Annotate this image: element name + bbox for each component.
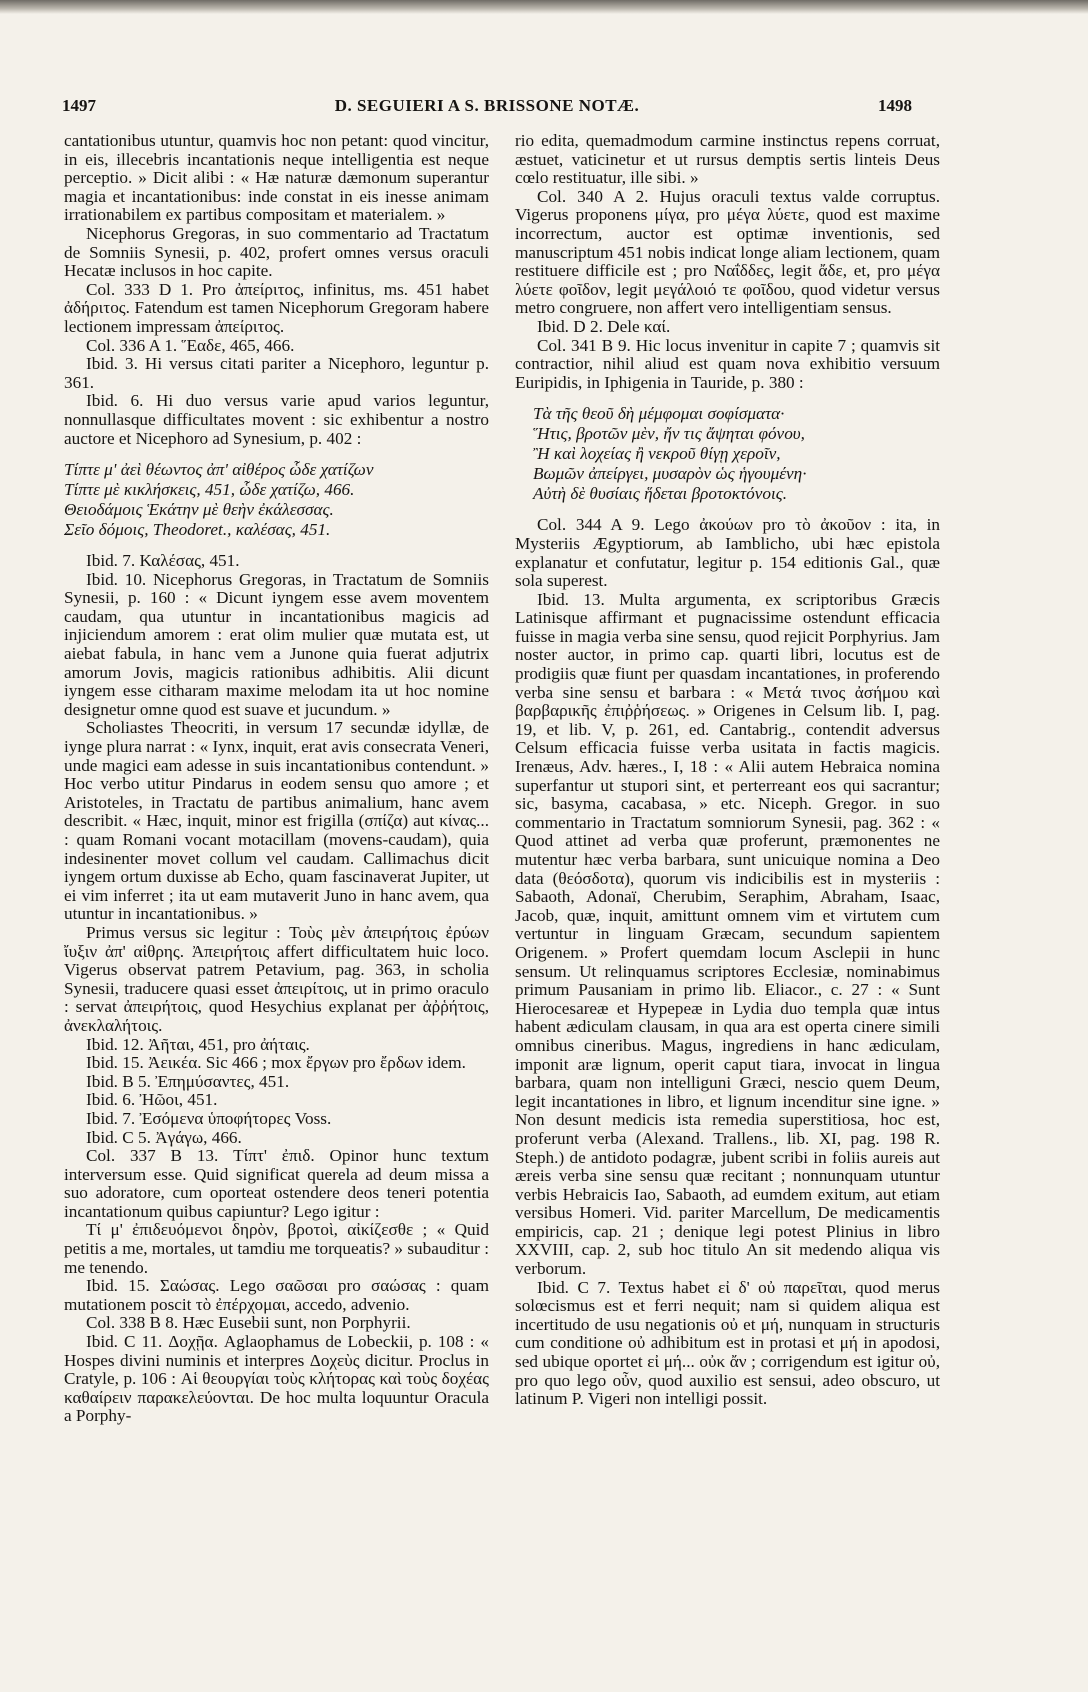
paragraph: Col. 340 A 2. Hujus oraculi textus valde corruptus. Vigerus proponens μίγα, pro μέγα λύετε, quod est maxime incorrectum, auctor est optimæ inventionis, sed manuscriptum 451 nobis indicat longe aliam lectionem, quam restituere difficile est ; pro Ναΐδδες, legit ἄδε, et, pro μέγα λύετε φοῖδον, legit μεγάλοιό τε φοῖδου, quod videtur versus metro congruere, non affert vero intelligentiam sensus. xyxy=(515,186,940,318)
verse-line: Τίπτε μὲ κικλήσκεις, 451, ὧδε χατίζω, 466. xyxy=(64,480,355,500)
paragraph: Ibid. 7. Ἐσόμενα ὑποφήτορες Voss. xyxy=(86,1108,332,1128)
paragraph: Ibid. 7. Καλέσας, 451. xyxy=(86,551,240,571)
paragraph: Nicephorus Gregoras, in suo commentario ad Tractatum de Somniis Synesii, p. 402, profert omnes versus oraculi Hecatæ inclusos in hoc capite. xyxy=(64,223,489,281)
verse-line: Τὰ τῆς θεοῦ δὴ μέμφομαι σοφίσματα· xyxy=(533,404,785,424)
verse-line: Τίπτε μ' ἀεὶ θέωντος ἀπ' αἰθέρος ὧδε χατίζων xyxy=(64,460,374,480)
scan-top-edge xyxy=(0,0,1088,14)
left-verse-block xyxy=(64,460,489,540)
paragraph: Ibid. B 5. Ἐπημύσαντες, 451. xyxy=(86,1071,290,1091)
paragraph: Col. 336 A 1. Ἕαδε, 465, 466. xyxy=(86,335,295,355)
paragraph: Ibid. 3. Hi versus citati pariter a Nicephoro, leguntur p. 361. xyxy=(64,354,489,392)
paragraph: Ibid. C 7. Textus habet εἰ δ' οὐ παρεῖται, quod merus solœcismus est et ferri nequit; nam si quidem aliqua est incertitudo de usu negationis οὐ et μή, nunquam in structuris cum conditione οὐ adhibitum est in protasi et μή in apodosi, sed ubique oportet εἰ μή... οὐκ ἄν ; corrigendum est igitur οὐ, pro quo lego οὖν, quod auxilio est sensui, adeo obscuro, ut latinum P. Vigeri non intelligi possit. xyxy=(515,1277,940,1409)
paragraph: Τί μ' ἐπιδευόμενοι δηρὸν, βροτοὶ, αἰκίζεσθε ; « Quid petitis a me, mortales, ut tamdiu me torqueatis? » subauditur : me tenendo. xyxy=(64,1220,489,1277)
running-title: D. SEGUIERI A S. BRISSONE NOTÆ. xyxy=(334,96,640,115)
paragraph: Ibid. D 2. Dele καί. xyxy=(537,316,671,336)
paragraph: Col. 338 B 8. Hæc Eusebii sunt, non Porphyrii. xyxy=(86,1313,411,1333)
page-header xyxy=(62,96,912,124)
verse-line: Βωμῶν ἀπείργει, μυσαρὸν ὡς ἡγουμένη· xyxy=(533,464,807,484)
paragraph: Ibid. 13. Multa argumenta, ex scriptoribus Græcis Latinisque affirmant et pugnacissime ostendunt efficacia fuisse in magia verba sine sensu, quod rejicit Porphyrius. Jam noster auctor, in primo cap. quarti libri, locutus est de prodigiis quæ fiunt per quasdam incantationes, in proferendo verba sine sensu et barbara : « Μετά τινος ἀσήμου καὶ βαρβαρικῆς ἐπιῤῥήσεως. » Origenes in Celsum lib. I, pag. 19, et lib. V, p. 261, ed. Cantabrig., contendit adversus Celsum efficacia fuisse verba usitata in factis magicis. Irenæus, Adv. hæres., I, 18 : « Alii autem Hebraica nomina superfantur ut stupori sint, et perterreant eos qui sacrantur; sic, basyma, cacabasa, » etc. Niceph. Gregor. in suo commentario in Tractatum somniorum Synesii, pag. 362 : « Quod attinet ad verba quæ proferunt, præmonentes ne mutentur hæc verba barbara, sunt unicuique nomina a Deo data (θεόσδοτα), quorum vis indicibilis est in mysteriis : Sabaoth, Adonaï, Cherubim, Seraphim, Abraham, Isaac, Jacob, quæ, inquit, amittunt omnem vim et virtutem cum vertuntur in linguam Græcam, secundum sapientem Origenem. » Profert quemdam locum Asclepii in hunc sensum. Ut relinquamus scriptores Ecclesiæ, nominabimus primum Pausaniam in primo lib. Eliacor., c. 27 : « Sunt Hierocesareæ et Hypepeæ in Lydia duo templa quæ intus habent ædiculam clausam, in qua ara est operta cinere simili omnibus cineribus. Magus, ingrediens in hanc ædiculam, imponit aræ lignum, operit caput tiara, invocat in lingua barbara, quam non intelliguni Græci, nescio quem Deum, legit incantationes in libro, et lignum incenditur sine igne. » Non desunt medicis ista remedia superstitiosa, hoc est, proferunt verba (Alexand. Trallens., lib. XI, pag. 198 R. Steph.) de antidoto podagræ, jubent scribi in foliis aureis aut æreis verba sine sensu quæ recitant ; nonnunquam utuntur verbis Hebraicis Iao, Sabaoth, ad eumdem exitum, aut etiam versibus Homeri. Vid. pariter Marcellum, De medicamentis empiricis, cap. 21 ; denique legi potest Plinius in libro XXVIII, cap. 2, sub hoc titulo An sit medendo aliqua vis verborum. xyxy=(515,589,940,1279)
paragraph: Ibid. C 5. Ἀγάγω, 466. xyxy=(86,1127,242,1147)
left-column xyxy=(64,132,489,1677)
paragraph: Col. 337 B 13. Τίπτ' ἐπιδ. Opinor hunc textum interversum esse. Quid significat querela ad deum missa a suo adoratore, cum oporteat ostendere deos teneri potentia incantationum quibus capiuntur? Lego igitur : xyxy=(64,1146,489,1221)
paragraph: Ibid. 15. Ἀεικέα. Sic 466 ; mox ἔργων pro ἔρδων idem. xyxy=(86,1053,466,1073)
paragraph: Scholiastes Theocriti, in versum 17 secundæ idyllæ, de iynge plura narrat : « Iynx, inquit, erat avis consecrata Veneri, unde magici eam adesse in suis incantationibus contendunt. » Hoc verbo utitur Pindarus in eodem sensu quo amore ; et Aristoteles, in Tractatu de partibus animalium, hanc avem describit. « Hæc, inquit, minor est frigilla (σπίζα) aut κίνας... : quam Romani vocant motacillam (movens-caudam), quia indesinenter movet collum vel caudam. Callimachus dicit iyngem ortum duxisse ab Echo, quam fascinaverat Jupiter, ut ei vim inferret ; ita ut eam mutaverit Juno in hanc avem, qua utuntur in incantationibus. » xyxy=(64,718,489,924)
paragraph: Primus versus sic legitur : Τοὺς μὲν ἀπειρήτοις ἐρύων ἴυξιν ἀπ' αἰθρης. Ἀπειρήτοις affert difficultatem huic loco. Vigerus observat patrem Petavium, pag. 363, in scholia Synesii, traducere quasi esset ἀπειρίτοις, ut in primo oraculo : servat ἀπειρήτοις, quod Hesychius explanat per ἀῤῥήτοις, ἀνεκλαλήτοις. xyxy=(64,922,489,1035)
paragraph: Ibid. 12. Ἀῆται, 451, pro ἀήταις. xyxy=(86,1034,310,1054)
paragraph: Ibid. C 11. Δοχῇα. Aglaophamus de Lobeckii, p. 108 : « Hospes divini numinis et interpres Δοχεὺς dicitur. Proclus in Cratyle, p. 106 : Αἱ θεουργίαι τοὺς κλήτορας καὶ τοὺς δοχέας καθαίρειν παρακελεύονται. De hoc multa loquuntur Oracula a Porphy- xyxy=(64,1332,489,1426)
paragraph: Col. 344 A 9. Lego ἀκούων pro τὸ ἀκοῦον : ita, in Mysteriis Ægyptiorum, ab Iamblicho, ubi hæc epistola explanatur et confutatur, legitur p. 154 editionis Gal., quæ sola superest. xyxy=(515,515,940,591)
verse-line: Θειοδάμοις Ἑκάτην μὲ θεὴν ἐκάλεσσας. xyxy=(64,500,334,520)
paragraph: Ibid. 6. Ἠῶοι, 451. xyxy=(86,1090,218,1110)
paragraph: rio edita, quemadmodum carmine instinctus repens corruat, æstuet, vaticinetur et ut rursus demptis sertis linteis Deus cœlo restituatur, ille sibi. » xyxy=(515,132,940,188)
paragraph: cantationibus utuntur, quamvis hoc non petant: quod vincitur, in eis, illecebris incantationis neque intelligentia est neque perceptio. » Dicit alibi : « Hæ naturæ dæmonum superantur magia et incantationibus: inde constat in eis inesse animam irrationabilem ex partibus compositam et materialem. » xyxy=(64,132,489,225)
verse-line: Σεῖο δόμοις, Theodoret., καλέσας, 451. xyxy=(64,520,331,540)
verse-line: Ἢ καὶ λοχείας ἢ νεκροῦ θίγῃ χεροῖν, xyxy=(533,444,781,464)
paragraph: Col. 341 B 9. Hic locus invenitur in capite 7 ; quamvis sit contractior, nihil aliud est quam nova exhibitio versuum Euripidis, in Iphigenia in Tauride, p. 380 : xyxy=(515,335,940,392)
paragraph: Ibid. 10. Nicephorus Gregoras, in Tractatum de Somniis Synesii, p. 160 : « Dicunt iyngem esse avem moventem caudam, qua utuntur in incantationibus magicis ad injiciendum amorem : erat olim mulier quæ mutata est, ut aiebat fabula, in hanc vem a Junone quia fuerat adjutrix amorum Jovis, magicis rationibus adhibitis. Alii dicunt iyngem esse citharam maxime melodam ita ut hoc nomine designetur omne quod est suave et jucundum. » xyxy=(64,569,489,719)
paragraph: Ibid. 15. Σαώσας. Lego σαῶσαι pro σαώσας : quam mutationem poscit τὸ ἐπέρχομαι, accedo, advenio. xyxy=(64,1276,489,1314)
verse-line: Ἥτις, βροτῶν μὲν, ἤν τις ἄψηται φόνου, xyxy=(533,424,805,444)
paragraph: Col. 333 D 1. Pro ἀπείριτος, infinitus, ms. 451 habet ἀδήριτος. Fatendum est tamen Nicephorum Gregoram habere lectionem impressam ἀπείριτος. xyxy=(64,279,489,336)
right-column xyxy=(515,132,940,1677)
right-page-number: 1498 xyxy=(878,96,912,115)
right-verse-block xyxy=(515,404,940,504)
paragraph: Ibid. 6. Hi duo versus varie apud varios leguntur, nonnullasque difficultates movent : sic exhibentur a nostro auctore et Nicephoro ad Synesium, p. 402 : xyxy=(64,391,489,448)
verse-line: Αὐτὴ δὲ θυσίαις ἥδεται βροτοκτόνοις. xyxy=(533,484,788,504)
left-page-number: 1497 xyxy=(62,96,96,115)
